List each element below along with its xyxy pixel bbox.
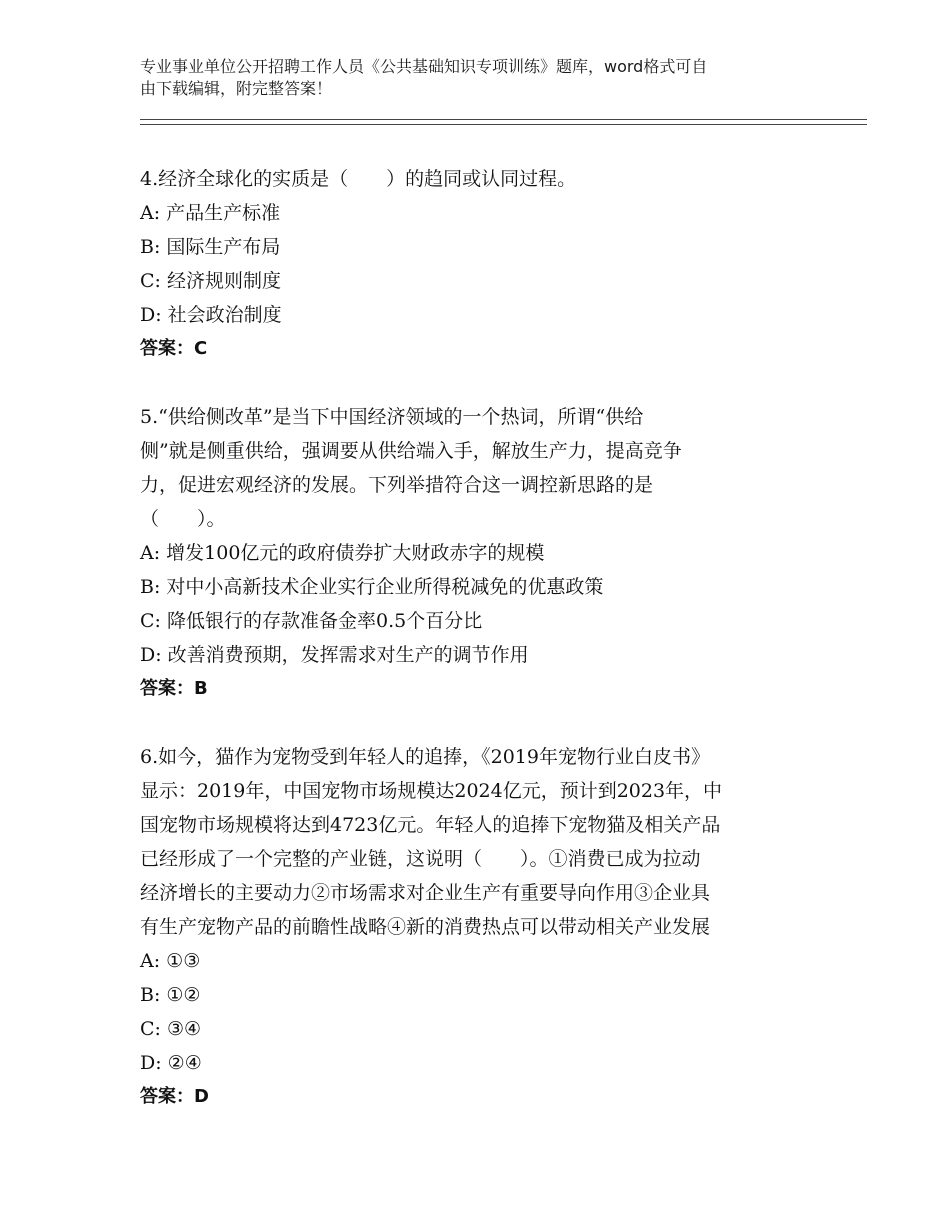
document-header (140, 56, 820, 100)
option-d: D: ②④ (140, 1052, 202, 1074)
stem-line: 有生产宠物产品的前瞻性战略④新的消费热点可以带动相关产业发展 (140, 916, 711, 938)
stem-line: 力，促进宏观经济的发展。下列举措符合这一调控新思路的是 (140, 474, 654, 496)
question-6 (140, 740, 820, 1114)
option-d: D: 社会政治制度 (140, 304, 282, 326)
option-a: A: 增发100亿元的政府债券扩大财政赤字的规模 (140, 542, 545, 564)
stem-line: 4.经济全球化的实质是（ ）的趋同或认同过程。 (140, 168, 577, 190)
stem-line: 6.如今，猫作为宠物受到年轻人的追捧，《2019年宠物行业白皮书》 (140, 746, 710, 768)
option-b: B: 对中小高新技术企业实行企业所得税减免的优惠政策 (140, 576, 604, 598)
stem-line: 已经形成了一个完整的产业链，这说明（ ）。①消费已成为拉动 (140, 848, 701, 870)
option-b: B: ①② (140, 984, 201, 1006)
option-d: D: 改善消费预期，发挥需求对生产的调节作用 (140, 644, 529, 666)
answer-label: 答案：C (140, 338, 208, 359)
header-title-line-1: 专业事业单位公开招聘工作人员《公共基础知识专项训练》题库，word格式可自 (140, 57, 708, 76)
header-title-line-2: 由下载编辑，附完整答案！ (140, 79, 333, 98)
stem-line: （ ）。 (140, 508, 226, 530)
question-stem (140, 400, 820, 536)
option-a: A: ①③ (140, 950, 201, 972)
stem-line: 显示：2019年，中国宠物市场规模达2024亿元，预计到2023年，中 (140, 780, 723, 802)
question-4 (140, 162, 820, 366)
question-stem (140, 162, 820, 196)
stem-line: 侧”就是侧重供给，强调要从供给端入手，解放生产力，提高竞争 (140, 440, 682, 462)
option-c: C: ③④ (140, 1018, 202, 1040)
question-5 (140, 400, 820, 706)
stem-line: 经济增长的主要动力②市场需求对企业生产有重要导向作用③企业具 (140, 882, 711, 904)
stem-line: 国宠物市场规模将达到4723亿元。年轻人的追捧下宠物猫及相关产品 (140, 814, 721, 836)
option-c: C: 降低银行的存款准备金率0.5个百分比 (140, 610, 483, 632)
answer-label: 答案：B (140, 678, 208, 699)
stem-line: 5.“供给侧改革”是当下中国经济领域的一个热词，所谓“供给 (140, 406, 644, 428)
answer-label: 答案：D (140, 1086, 209, 1107)
header-divider (140, 119, 867, 125)
question-stem (140, 740, 820, 944)
option-b: B: 国际生产布局 (140, 236, 281, 258)
option-c: C: 经济规则制度 (140, 270, 281, 292)
option-a: A: 产品生产标准 (140, 202, 281, 224)
